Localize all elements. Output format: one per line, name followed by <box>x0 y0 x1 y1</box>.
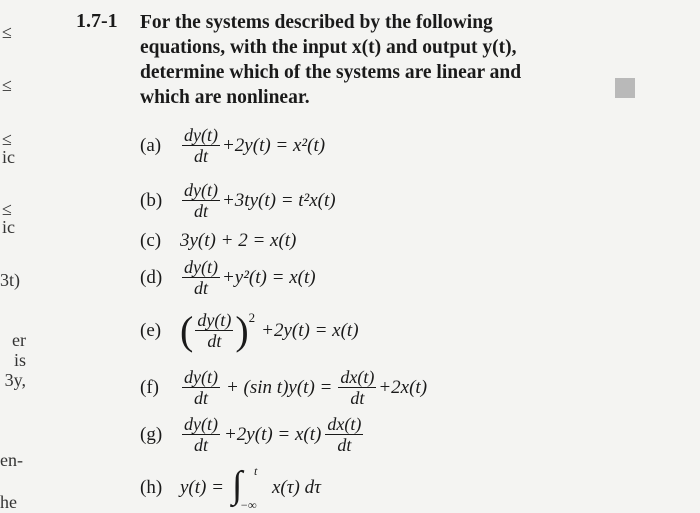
fraction-denominator: dt <box>193 388 208 408</box>
statement-line: equations, with the input x(t) and output y(t), <box>140 37 517 58</box>
integrand: x(τ) dτ <box>271 477 321 498</box>
equation-lhs: y(t) = <box>180 477 224 498</box>
equation-label: (d) <box>140 266 163 288</box>
statement-line: For the systems described by the following <box>140 12 493 33</box>
equation-middle: + (sin t)y(t) = <box>225 376 333 398</box>
fraction-numerator: dx(t) <box>340 367 375 387</box>
fraction-numerator: dy(t) <box>197 310 232 330</box>
equation-label: (a) <box>140 134 162 156</box>
fraction-numerator: dy(t) <box>184 367 218 387</box>
equation-g <box>140 414 365 455</box>
derivative-fraction <box>325 414 363 455</box>
problem-statement <box>140 10 540 110</box>
derivative-fraction <box>182 257 220 298</box>
fraction-denominator: dt <box>193 146 208 166</box>
left-fragment: ≤ <box>2 75 12 95</box>
left-fragment: en- <box>0 450 23 470</box>
derivative-fraction <box>182 180 220 221</box>
equation-rest: +2x(t) <box>378 376 428 398</box>
equation-f <box>140 367 427 408</box>
problem-number: 1.7-1 <box>76 10 118 32</box>
fraction-denominator: dt <box>193 435 208 455</box>
equation-label: (e) <box>140 319 162 341</box>
fraction-numerator: dy(t) <box>184 125 218 145</box>
equation-a <box>140 125 325 166</box>
fraction-numerator: dx(t) <box>327 414 362 434</box>
fraction-denominator: dt <box>193 201 208 221</box>
exponent: 2 <box>248 309 256 325</box>
equation-text: 3y(t) + 2 = x(t) <box>180 230 297 251</box>
derivative-fraction <box>195 310 233 351</box>
equation-label: (c) <box>140 230 162 251</box>
derivative-fraction <box>338 367 376 408</box>
fraction-numerator: dy(t) <box>184 180 218 200</box>
derivative-fraction <box>182 414 220 455</box>
fraction-denominator: dt <box>193 278 208 298</box>
integral-sign: ∫ <box>231 464 243 506</box>
equation-d <box>140 257 316 298</box>
fraction-numerator: dy(t) <box>184 414 218 434</box>
equation-label: (b) <box>140 189 163 211</box>
equation-b <box>140 180 336 221</box>
equation-rest: +3ty(t) = t²x(t) <box>221 189 336 211</box>
equation-label: (f) <box>140 376 159 398</box>
left-fragment: 3t) <box>0 270 20 290</box>
equation-rest: +2y(t) = x(t) <box>261 319 359 341</box>
equation-e <box>140 307 359 353</box>
fraction-denominator: dt <box>207 331 222 351</box>
equation-rest: +y²(t) = x(t) <box>221 266 316 288</box>
scroll-marker <box>615 78 635 98</box>
equation-c <box>140 230 296 252</box>
equation-h <box>140 464 321 512</box>
derivative-fraction <box>182 125 220 166</box>
integral-upper-limit: t <box>253 464 258 478</box>
fraction-denominator: dt <box>337 435 352 455</box>
statement-line: which are nonlinear. <box>140 87 310 108</box>
left-fragment: ≤ ic <box>2 129 15 167</box>
integral <box>228 464 262 512</box>
equation-label: (g) <box>140 423 163 445</box>
left-fragment: ≤ <box>2 22 12 42</box>
equation-middle: +2y(t) = x(t) <box>223 423 322 445</box>
derivative-fraction <box>182 367 220 408</box>
left-fragment: he <box>0 492 17 512</box>
fraction-denominator: dt <box>350 388 365 408</box>
equation-rest: +2y(t) = x²(t) <box>221 134 326 156</box>
left-fragment: er is 3y, <box>4 330 26 390</box>
left-paren: ( <box>180 307 194 353</box>
fraction-numerator: dy(t) <box>184 257 218 277</box>
statement-line: determine which of the systems are linear and <box>140 62 522 83</box>
left-fragment: ≤ ic <box>2 199 15 237</box>
equation-label: (h) <box>140 477 163 498</box>
right-paren: ) <box>235 307 249 353</box>
integral-lower-limit: −∞ <box>239 498 257 512</box>
